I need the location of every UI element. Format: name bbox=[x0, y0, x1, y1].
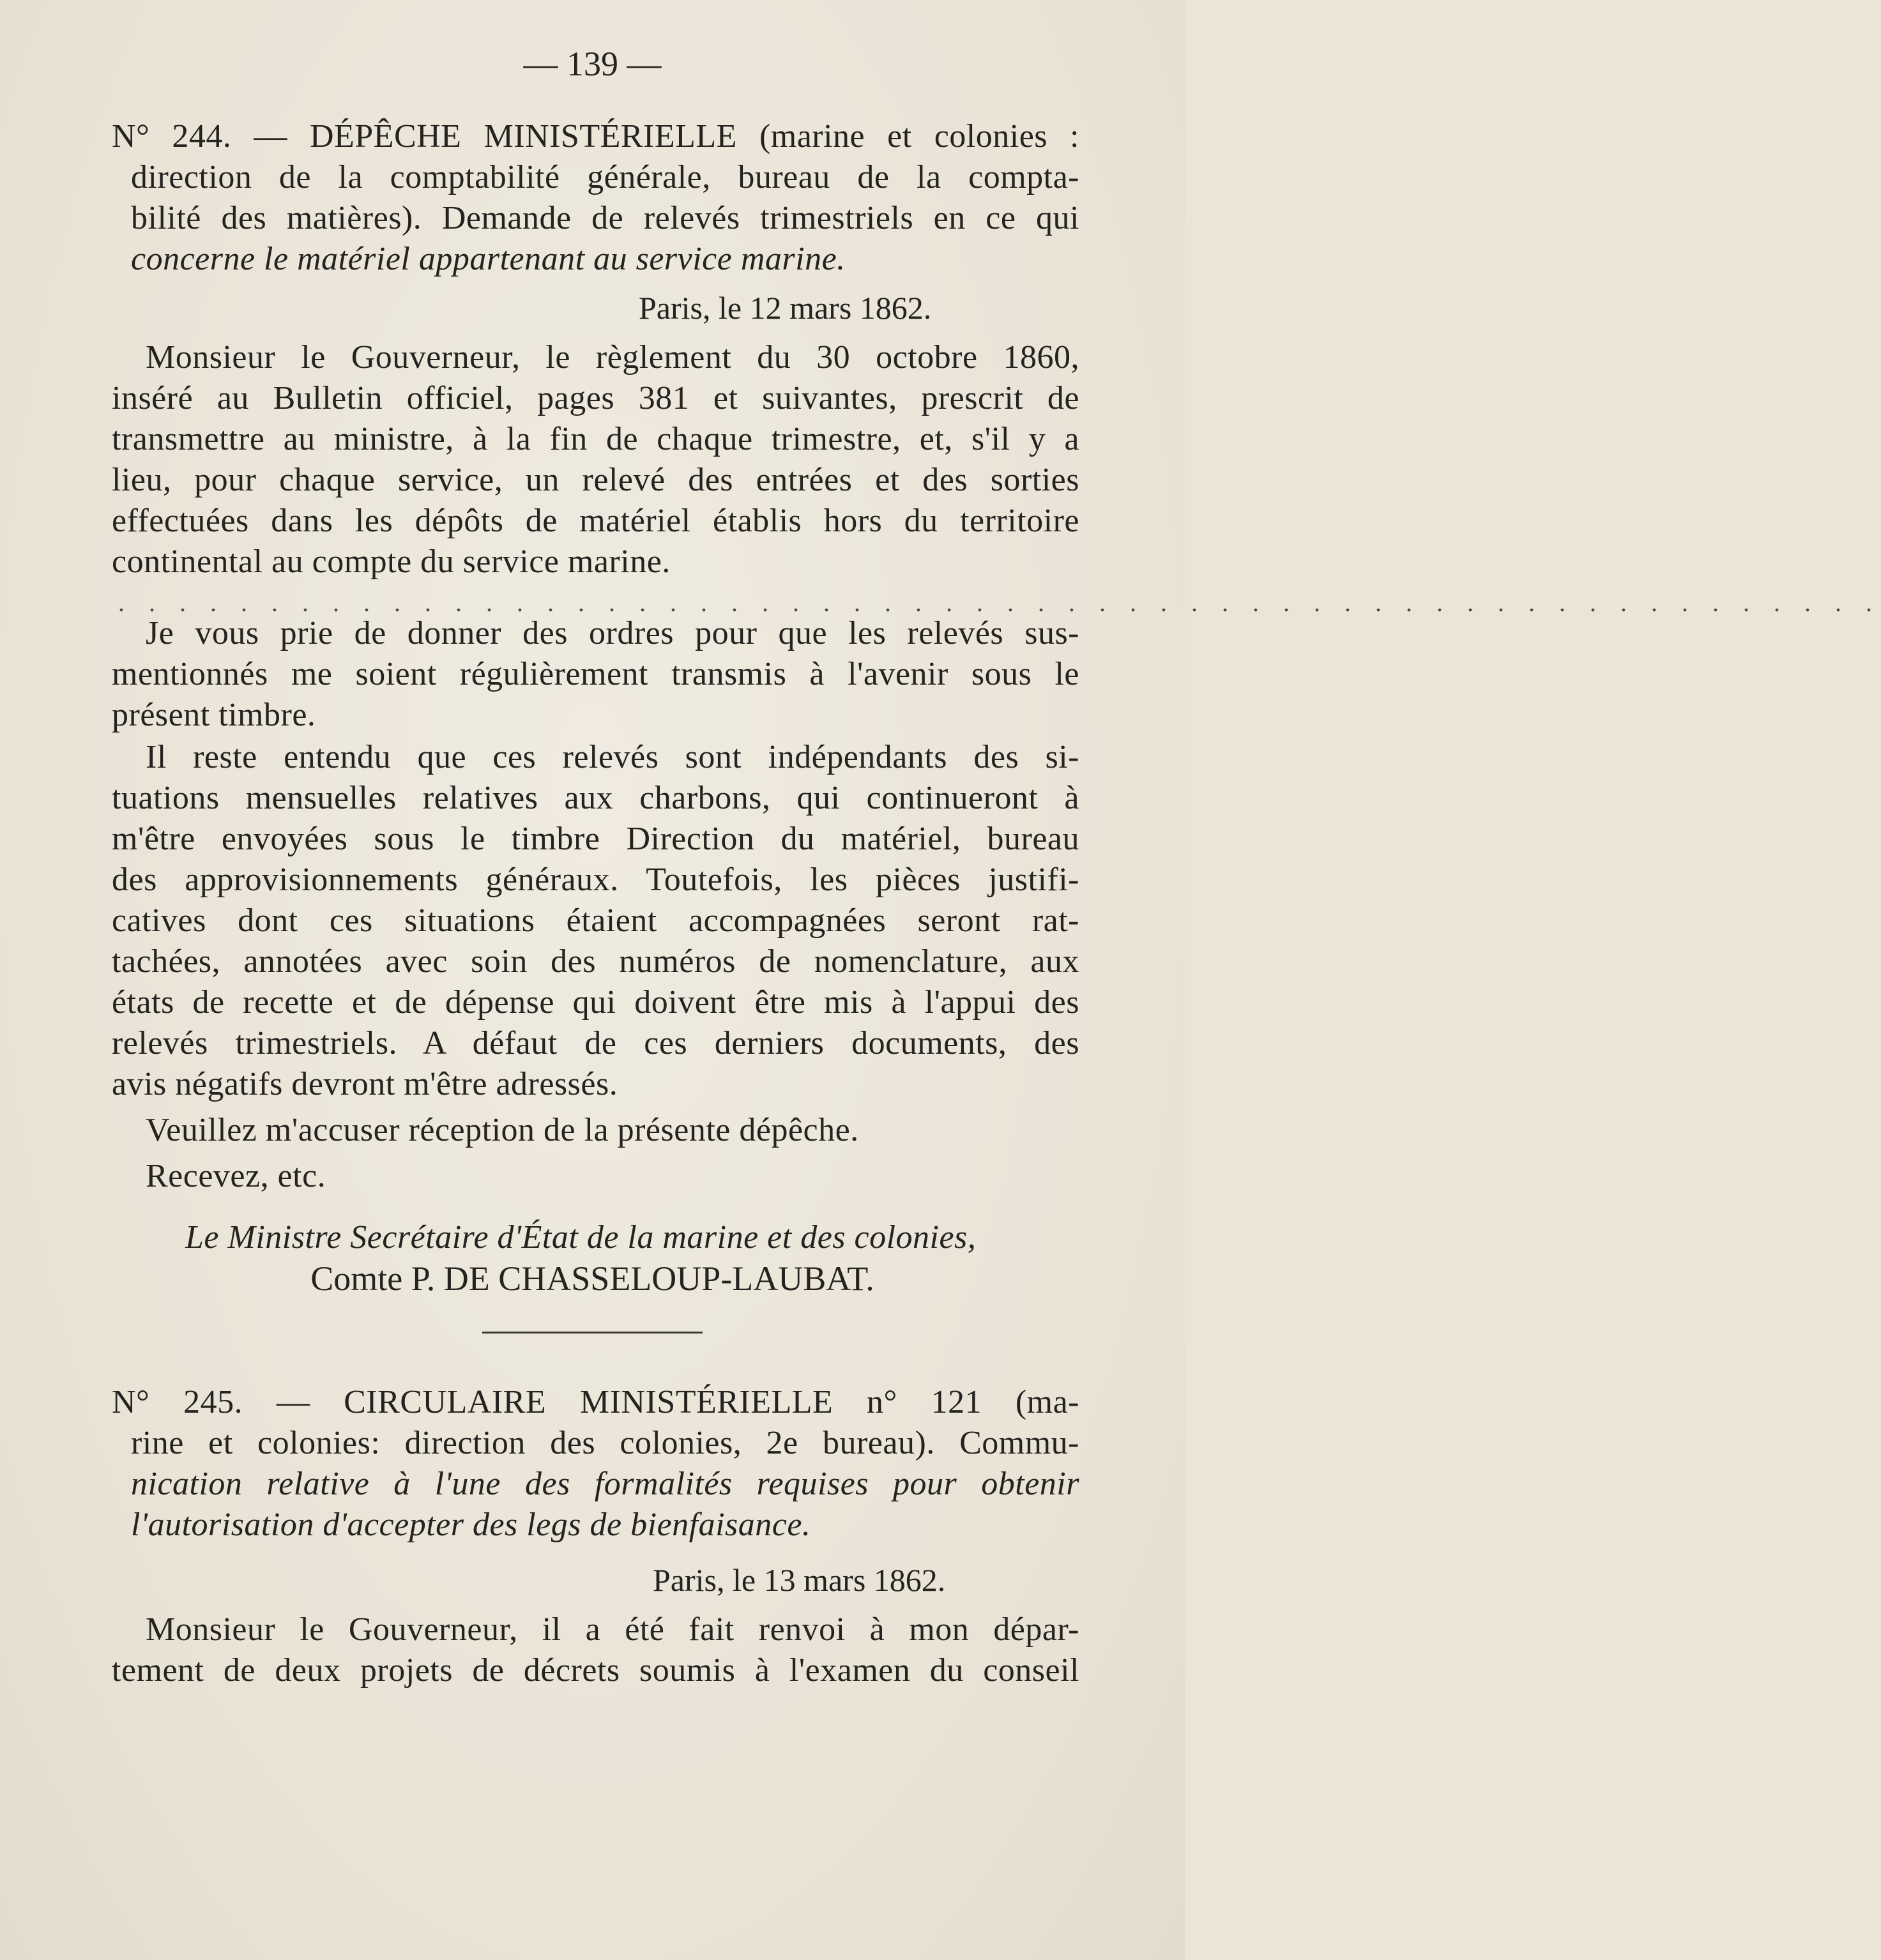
entry-244-para1-line-2: inséré au Bulletin officiel, pages 381 et suivantes, prescrit de bbox=[112, 380, 1079, 416]
entry-244-para3-line-7: états de recette et de dépense qui doivent être mis à l'appui des bbox=[112, 984, 1079, 1021]
entry-244-signature-name: Comte P. DE CHASSELOUP-LAUBAT. bbox=[310, 1259, 874, 1298]
entry-245-heading-line-1: N° 245. — CIRCULAIRE MINISTÉRIELLE n° 121 (ma- bbox=[112, 1384, 1079, 1420]
entry-244-para4: Veuillez m'accuser réception de la présente dépêche. bbox=[146, 1112, 859, 1148]
ellipsis-row: . . . . . . . . . . . . . . . . . . . . . . . . . . . . . . . . . . . . . . . . . . . . . . . . . . . . . . . . . . bbox=[118, 588, 1881, 617]
entry-245-para1-line-2: tement de deux projets de décrets soumis à l'examen du conseil bbox=[112, 1652, 1079, 1689]
entry-244-para2-line-2: mentionnés me soient régulièrement transmis à l'avenir sous le bbox=[112, 656, 1079, 692]
entry-244-para2-line-3: présent timbre. bbox=[112, 697, 316, 733]
entry-244-para1-line-5: effectuées dans les dépôts de matériel établis hors du territoire bbox=[112, 503, 1079, 539]
entry-244-para3-line-3: m'être envoyées sous le timbre Direction du matériel, bureau bbox=[112, 821, 1079, 857]
entry-244-para3-line-6: tachées, annotées avec soin des numéros de nomenclature, aux bbox=[112, 943, 1079, 980]
entry-244-para1-line-6: continental au compte du service marine. bbox=[112, 543, 671, 580]
entry-244-para3-line-4: des approvisionnements généraux. Toutefois, les pièces justifi- bbox=[112, 862, 1079, 898]
entry-244-para3-line-2: tuations mensuelles relatives aux charbons, qui continueront à bbox=[112, 780, 1079, 816]
entry-244-dateline: Paris, le 12 mars 1862. bbox=[639, 290, 932, 326]
entry-244-para1-line-1: Monsieur le Gouverneur, le règlement du 30 octobre 1860, bbox=[146, 339, 1079, 376]
entry-245-heading-line-2: rine et colonies: direction des colonies, 2e bureau). Commu- bbox=[131, 1425, 1079, 1461]
entry-244-para1-line-4: lieu, pour chaque service, un relevé des entrées et des sorties bbox=[112, 462, 1079, 498]
entry-244-para3-line-9: avis négatifs devront m'être adressés. bbox=[112, 1066, 618, 1102]
entry-245-heading-line-3: nication relative à l'une des formalités requises pour obtenir bbox=[131, 1466, 1079, 1502]
entry-245-dateline: Paris, le 13 mars 1862. bbox=[653, 1562, 946, 1598]
page-number: — 139 — bbox=[523, 45, 662, 83]
entry-244-heading-line-3: bilité des matières). Demande de relevés trimestriels en ce qui bbox=[131, 200, 1079, 236]
entry-245-para1-line-1: Monsieur le Gouverneur, il a été fait renvoi à mon dépar- bbox=[146, 1611, 1079, 1648]
entry-244-para5: Recevez, etc. bbox=[146, 1158, 326, 1194]
entry-244-para3-line-8: relevés trimestriels. A défaut de ces derniers documents, des bbox=[112, 1025, 1079, 1061]
entry-244-heading-line-4: concerne le matériel appartenant au service marine. bbox=[131, 241, 846, 277]
entry-244-para3-line-1: Il reste entendu que ces relevés sont indépendants des si- bbox=[146, 739, 1079, 775]
entry-244-signature-title: Le Ministre Secrétaire d'État de la marine et des colonies, bbox=[185, 1219, 977, 1256]
entry-244-heading-line-2: direction de la comptabilité générale, bureau de la compta- bbox=[131, 159, 1079, 195]
entry-245-heading-line-4: l'autorisation d'accepter des legs de bienfaisance. bbox=[131, 1507, 811, 1543]
entry-244-para1-line-3: transmettre au ministre, à la fin de chaque trimestre, et, s'il y a bbox=[112, 421, 1079, 457]
section-divider bbox=[482, 1332, 703, 1333]
entry-244-para3-line-5: catives dont ces situations étaient accompagnées seront rat- bbox=[112, 902, 1079, 939]
entry-244-para2-line-1: Je vous prie de donner des ordres pour que les relevés sus- bbox=[146, 615, 1079, 651]
entry-244-heading-line-1: N° 244. — DÉPÊCHE MINISTÉRIELLE (marine et colonies : bbox=[112, 118, 1079, 155]
